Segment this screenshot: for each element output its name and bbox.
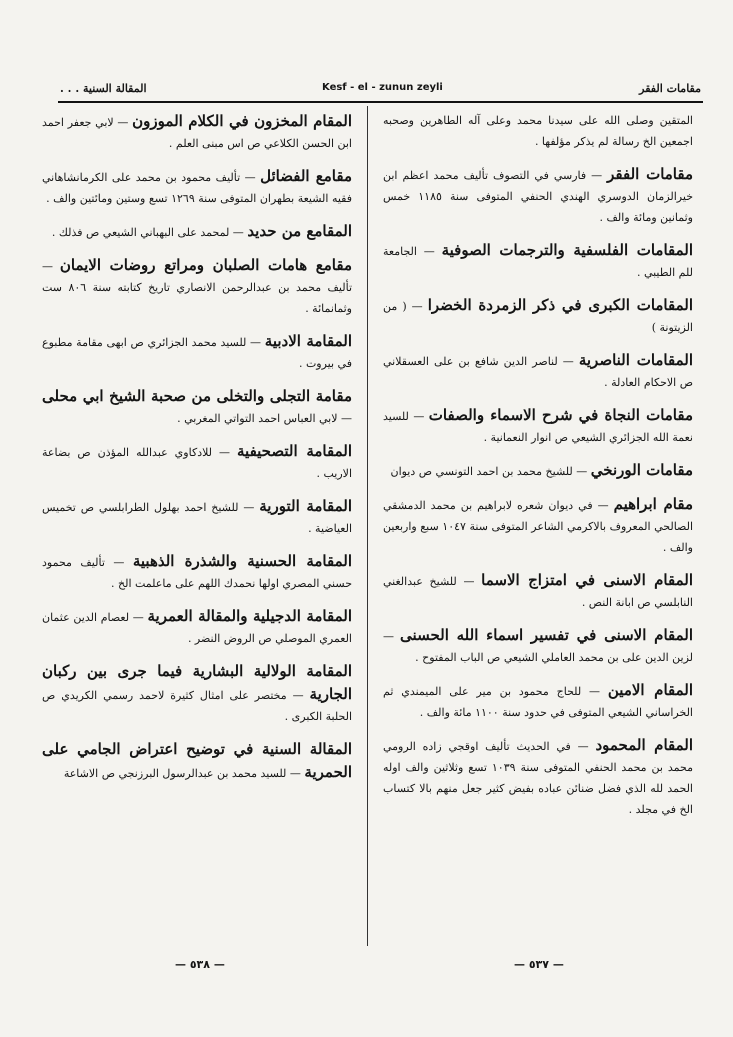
entry-text: — لابي العباس احمد التواتي المغربي . [177, 412, 352, 425]
entry-text: — للشيخ عبدالغني النابلسي ص ابانة النص . [383, 575, 693, 609]
entry [383, 294, 693, 338]
entry [383, 110, 693, 152]
entry [383, 734, 693, 820]
right-column [383, 110, 693, 831]
entry-title: المقام الاسنى في امتزاج الاسما [481, 571, 694, 589]
entry-text: — للسيد محمد الجزائري ص ابهى مقامة مطبوع في بيروت . [42, 336, 352, 370]
entry-text: — ( من الزيتونة ) [383, 300, 693, 334]
header-right-title: مقامات الفقر [639, 82, 701, 95]
entry-text: — للادكاوي عبدالله المؤذن ص بضاعة الاريب . [42, 446, 352, 480]
entry [42, 330, 352, 374]
entry-text: — للشيخ محمد بن احمد التونسي ص ديوان [390, 465, 588, 478]
entry-title: المقام المحمود [595, 736, 694, 754]
column-divider [367, 106, 368, 946]
page-number-right: — ٥٣٧ — [514, 958, 564, 971]
entry [383, 679, 693, 723]
page-number-left: — ٥٣٨ — [175, 958, 225, 971]
entry [383, 239, 693, 283]
entry [42, 220, 352, 243]
entry-text: — في الحديث تأليف اوقجي زاده الرومي محمد بن محمد الحنفي المتوفى سنة ١٠٣٩ تسع وثلاثين والف اوله الحمد لله الذي فضل ضنائن عباده بفيض كثير جعل منهم بالا كتساب الخ في مجلد . [383, 740, 693, 816]
entry-title: المقام المخزون في الكلام الموزون [132, 112, 353, 130]
entry-text: — للحاج محمود بن مير على الميمندي ثم الخراساني الشيعي المتوفى في حدود سنة ١١٠٠ مائة والف . [383, 685, 693, 719]
entry-text: — لعصام الدين عثمان العمري الموصلي ص الروض النضر . [42, 611, 352, 645]
entry [383, 349, 693, 393]
entry-title: المقامة الولالية البشارية فيما جرى بين ركبان الجارية [42, 662, 352, 703]
entry [42, 165, 352, 209]
entry [383, 624, 693, 668]
entry-title: مقامع الفضائل [260, 167, 352, 185]
entry-text: — تأليف محمود بن محمد على الكرمانشاهاني فقيه الشيعة بطهران المتوفى سنة ١٢٦٩ تسع وستين ومائتين والف . [42, 171, 352, 205]
header-left-title: المقالة السنية . . . [60, 82, 147, 95]
entry-text: — فارسي في التصوف تأليف محمد اعظم ابن خيرالزمان الدوسري الهندي الحنفي المتوفى سنة ١١٨٥ خمس وثمانين ومائة والف . [383, 169, 693, 224]
entry-title: المقام الامين [607, 681, 694, 699]
entry-text: — تأليف محمود حسني المصري اولها نحمدك اللهم على ماعلمت الخ . [42, 556, 352, 590]
entry [42, 550, 352, 594]
entry [383, 569, 693, 613]
entry [383, 459, 693, 482]
entry [42, 495, 352, 539]
entry-title: المقامة الادبية [264, 332, 352, 350]
entry-title: المقالة السنية في توضيح اعتراض الجامي على الحمرية [42, 740, 352, 781]
entry [42, 385, 352, 429]
entry-text: — مختصر على امثال كثيرة لاحمد رسمي الكريدي ص الحلبة الكبرى . [42, 689, 352, 723]
entry-title: المقامة الحسنية والشذرة الذهبية [132, 552, 352, 570]
header-book-title: Kesf - el - zunun zeyli [322, 82, 443, 93]
entry-text: — للشيخ احمد بهلول الطرابلسي ص تخميس العياضية . [42, 501, 352, 535]
entry-title: مقامات الفقر [607, 165, 693, 183]
entry [42, 605, 352, 649]
entry [383, 493, 693, 558]
entry-title: المقامات الكبرى في ذكر الزمردة الخضرا [427, 296, 693, 314]
entry-title: المقامة التصحيفية [237, 442, 352, 460]
entry-title: مقامة التجلى والتخلى من صحبة الشيخ ابي محلى [42, 387, 352, 405]
entry-title: المقامات الفلسفية والترجمات الصوفية [441, 241, 694, 259]
entry [42, 440, 352, 484]
entry-text: — للسيد نعمة الله الجزائري الشيعي ص انوار النعمانية . [383, 410, 693, 444]
entry-text: — تأليف محمد بن عبدالرحمن الانصاري تاريخ كتابته سنة ٨٠٦ ست وثمانمائة . [42, 260, 352, 315]
entry [42, 660, 352, 727]
entry-title: المقام الاسنى في تفسير اسماء الله الحسنى [400, 626, 694, 644]
entry [42, 254, 352, 319]
entry-text: — لمحمد على البهباني الشيعي ص فذلك . [51, 226, 244, 239]
entry [42, 738, 352, 784]
entry-title: مقامات الورنخي [590, 461, 693, 479]
entry [42, 110, 352, 154]
header-rule [58, 101, 703, 103]
entry-title: المقامة الدجيلية والمقالة العمرية [147, 607, 352, 625]
entry-text: — لناصر الدين شافع بن على العسقلاني ص الاحكام العادلة . [383, 355, 693, 389]
entry-text: — لابي جعفر احمد ابن الحسن الكلاعي ص اس مبنى العلم . [42, 116, 352, 150]
entry-text: — في ديوان شعره لابراهيم بن محمد الدمشقي الصالحي المعروف بالاكرمي الشاعر المتوفى سنة ١٠٤٧ سبع واربعين والف . [383, 499, 693, 554]
entry-text: — للسيد محمد بن عبدالرسول البرزنجي ص الاشاعة [63, 767, 301, 780]
entry-text: — لزين الدين على بن محمد العاملي الشيعي ص الباب المفتوح . [383, 630, 693, 664]
entry-title: مقامات النجاة في شرح الاسماء والصفات [428, 406, 693, 424]
entry-title: المقامع من حديد [247, 222, 352, 240]
entry-text: المتقين وصلى الله على سيدنا محمد وعلى آله الطاهرين وصحبه اجمعين الخ رسالة لم يذكر مؤلفها . [383, 114, 693, 148]
entry [383, 404, 693, 448]
entry-title: المقامة التورية [259, 497, 352, 515]
entry-title: المقامات الناصرية [578, 351, 693, 369]
entry-title: مقام ابراهيم [613, 495, 693, 513]
entry-text: — الجامعة للم الطيبي . [383, 245, 693, 279]
left-column [42, 110, 352, 795]
entry-title: مقامع هامات الصلبان ومراتع روضات الايمان [59, 256, 353, 274]
running-header [60, 80, 701, 98]
entry [383, 163, 693, 228]
